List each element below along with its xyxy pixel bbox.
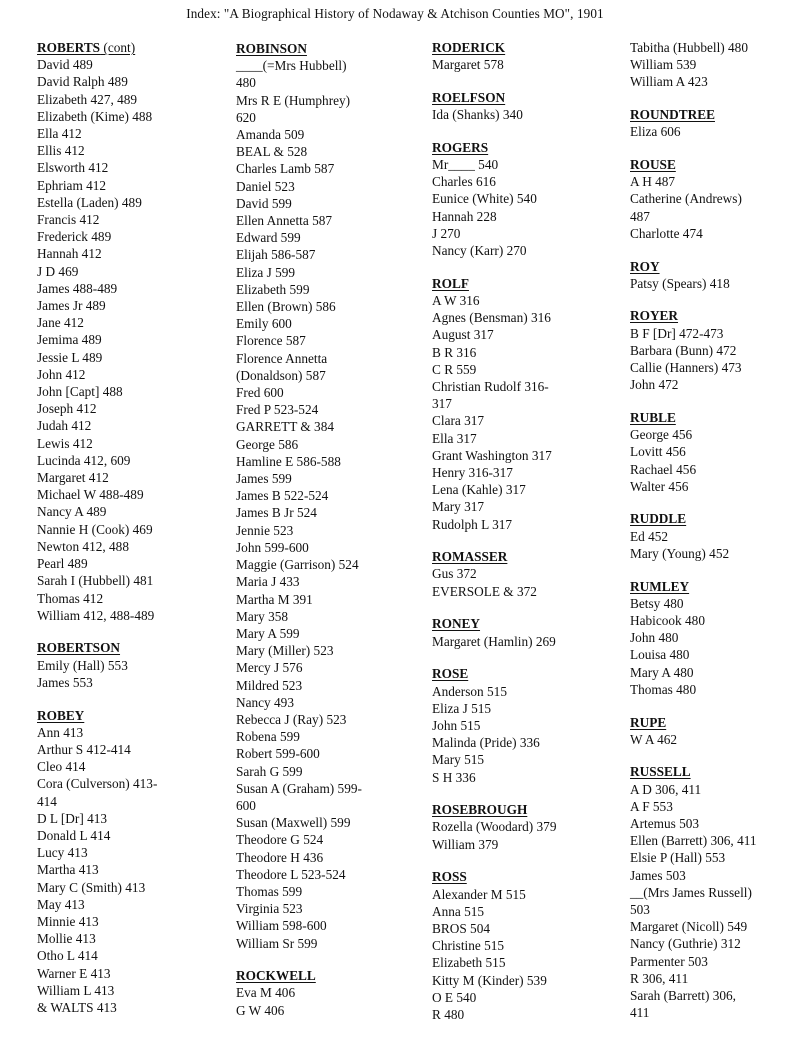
index-entry: Grant Washington 317 <box>432 447 552 463</box>
surname-section <box>432 89 617 123</box>
index-entry: John 472 <box>630 377 679 393</box>
index-entry: Agnes (Bensman) 316 <box>432 310 551 326</box>
index-entry: Robert 599-600 <box>236 746 320 762</box>
index-entry: Rachael 456 <box>630 461 697 477</box>
index-entry: Lovitt 456 <box>630 444 686 460</box>
surname-section <box>37 639 222 691</box>
index-entry: Elsworth 412 <box>37 160 109 176</box>
index-entry: Joseph 412 <box>37 401 97 417</box>
index-entry: Edward 599 <box>236 230 301 246</box>
index-entry: Hannah 228 <box>432 208 497 224</box>
surname-section <box>432 665 617 785</box>
index-entry: Catherine (Andrews) <box>630 191 742 207</box>
index-entry: Ella 317 <box>432 430 477 446</box>
index-entry: Ellen Annetta 587 <box>236 213 333 229</box>
surname-heading <box>236 967 421 984</box>
index-entry: Mary C (Smith) 413 <box>37 879 146 895</box>
index-entry: A F 553 <box>630 798 673 814</box>
index-entry: 503 <box>630 902 650 918</box>
index-entry: ____(=Mrs Hubbell) <box>236 58 347 74</box>
index-entry: Elizabeth 427, 489 <box>37 91 138 107</box>
index-entry: James B Jr 524 <box>236 505 317 521</box>
index-entry: Ida (Shanks) 340 <box>432 107 523 123</box>
surname-heading <box>630 106 788 123</box>
index-entry: James 503 <box>630 867 686 883</box>
index-entry: Charles 616 <box>432 174 496 190</box>
index-entry: Emily 600 <box>236 316 292 332</box>
index-entry: Eunice (White) 540 <box>432 191 537 207</box>
index-entry: Margaret (Hamlin) 269 <box>432 633 556 649</box>
surname-heading-text: ROSS <box>432 869 467 885</box>
surname-heading <box>236 40 421 57</box>
index-entry: George 456 <box>630 427 693 443</box>
surname-heading-text: RUDDLE <box>630 511 687 527</box>
surname-heading-text: RUSSELL <box>630 764 691 780</box>
index-entry: A W 316 <box>432 292 480 308</box>
surname-section <box>432 615 617 649</box>
index-entry: David 599 <box>236 195 292 211</box>
index-entry: Francis 412 <box>37 212 100 228</box>
index-entry: William 379 <box>432 836 499 852</box>
surname-heading <box>630 258 788 275</box>
index-entry: Kitty M (Kinder) 539 <box>432 972 547 988</box>
index-column-2 <box>236 39 421 1034</box>
surname-heading-text: ROLF <box>432 275 469 291</box>
index-entry: William 412, 488-489 <box>37 607 155 623</box>
index-entry: Nancy (Guthrie) 312 <box>630 936 741 952</box>
index-entry: Margaret 412 <box>37 470 109 486</box>
surname-section <box>630 409 788 495</box>
index-entry: O E 540 <box>432 989 477 1005</box>
index-entry: Mrs R E (Humphrey) <box>236 92 351 108</box>
index-entry: Parmenter 503 <box>630 953 708 969</box>
index-entry: A H 487 <box>630 174 676 190</box>
surname-section <box>432 868 617 1023</box>
index-entry: Jennie 523 <box>236 522 294 538</box>
index-entry: Sarah I (Hubbell) 481 <box>37 573 154 589</box>
index-entry: Theodore H 436 <box>236 849 324 865</box>
surname-heading-suffix: (cont) <box>100 40 136 55</box>
index-entry: Lena (Kahle) 317 <box>432 482 526 498</box>
index-entry: B F [Dr] 472-473 <box>630 325 724 341</box>
index-entry: BROS 504 <box>432 920 491 936</box>
surname-section <box>630 39 788 91</box>
index-entry: Anna 515 <box>432 903 485 919</box>
index-entry: James Jr 489 <box>37 298 106 314</box>
index-entry: John 412 <box>37 366 86 382</box>
surname-section <box>236 967 421 1019</box>
index-entry: Betsy 480 <box>630 595 684 611</box>
index-entry: Nancy (Karr) 270 <box>432 243 527 259</box>
index-entry: Theodore G 524 <box>236 832 324 848</box>
surname-section <box>432 275 617 533</box>
index-entry: J D 469 <box>37 263 79 279</box>
index-entry: Tabitha (Hubbell) 480 <box>630 40 748 55</box>
index-entry: Hamline E 586-588 <box>236 453 341 469</box>
index-entry: Habicook 480 <box>630 612 705 628</box>
index-entry: Thomas 480 <box>630 681 697 697</box>
index-entry: Henry 316-317 <box>432 464 513 480</box>
surname-heading <box>630 714 788 731</box>
index-entry: Amanda 509 <box>236 127 305 143</box>
surname-heading-text: ROYER <box>630 308 679 324</box>
index-entry: __(Mrs James Russell) <box>630 884 752 900</box>
index-entry: Sarah (Barrett) 306, <box>630 988 736 1004</box>
index-entry: Alexander M 515 <box>432 886 526 902</box>
index-entry: Nancy 493 <box>236 694 294 710</box>
surname-heading-text: RODERICK <box>432 40 506 55</box>
index-entry: Mercy J 576 <box>236 660 303 676</box>
index-entry: S H 336 <box>432 769 476 785</box>
index-entry: Nancy A 489 <box>37 504 107 520</box>
index-entry: Charles Lamb 587 <box>236 161 335 177</box>
surname-section <box>630 763 788 1021</box>
surname-section <box>432 139 617 259</box>
index-entry: James 488-489 <box>37 280 118 296</box>
index-entry: Callie (Hanners) 473 <box>630 360 742 376</box>
index-entry: Mary A 599 <box>236 625 300 641</box>
index-entry: William A 423 <box>630 74 708 90</box>
index-entry: Ella 412 <box>37 126 82 142</box>
index-entry: Barbara (Bunn) 472 <box>630 342 737 358</box>
surname-heading <box>432 801 617 818</box>
index-entry: Margaret 578 <box>432 57 504 73</box>
index-entry: J 270 <box>432 225 461 241</box>
index-entry: John 480 <box>630 630 679 646</box>
index-entry: Warner E 413 <box>37 965 111 981</box>
page-header: Index: "A Biographical History of Nodaway & Atchison Counties MO", 1901 <box>186 6 604 21</box>
surname-heading-text: ROUSE <box>630 157 676 173</box>
index-entry: 414 <box>37 793 57 809</box>
index-entry: 317 <box>432 396 452 412</box>
index-entry: Lewis 412 <box>37 435 93 451</box>
index-entry: Elsie P (Hall) 553 <box>630 850 726 866</box>
index-entry: Nannie H (Cook) 469 <box>37 521 153 537</box>
index-entry: William 598-600 <box>236 918 327 934</box>
index-entry: GARRETT & 384 <box>236 419 335 435</box>
index-entry: 487 <box>630 208 650 224</box>
index-entry: William Sr 599 <box>236 935 318 951</box>
index-entry: Florence Annetta <box>236 350 328 366</box>
index-entry: Donald L 414 <box>37 827 111 843</box>
index-entry: Cleo 414 <box>37 759 86 775</box>
surname-section <box>630 106 788 140</box>
index-entry: Susan A (Graham) 599- <box>236 780 362 796</box>
surname-heading-text: ROCKWELL <box>236 968 316 984</box>
index-entry: Cora (Culverson) 413- <box>37 776 158 792</box>
index-entry: William 539 <box>630 57 697 73</box>
index-entry: Ellis 412 <box>37 143 85 159</box>
surname-heading <box>630 578 788 595</box>
index-entry: Elizabeth 515 <box>432 955 506 971</box>
index-entry: Martha 413 <box>37 862 99 878</box>
surname-section <box>630 307 788 393</box>
index-entry: Fred 600 <box>236 385 284 401</box>
surname-heading <box>432 615 617 632</box>
index-entry: Maggie (Garrison) 524 <box>236 557 359 573</box>
index-entry: James B 522-524 <box>236 488 329 504</box>
index-entry: EVERSOLE & 372 <box>432 583 537 599</box>
index-entry: Ephriam 412 <box>37 177 107 193</box>
surname-heading <box>432 89 617 106</box>
index-entry: Anderson 515 <box>432 683 507 699</box>
index-entry: 600 <box>236 797 256 813</box>
index-entry: R 480 <box>432 1006 465 1022</box>
index-entry: 480 <box>236 75 256 91</box>
index-entry: Patsy (Spears) 418 <box>630 275 730 291</box>
index-column-3 <box>432 39 617 1039</box>
surname-heading-text: ROBERTSON <box>37 640 121 656</box>
index-entry: Mary 515 <box>432 752 485 768</box>
index-entry: Ed 452 <box>630 528 669 544</box>
index-entry: Michael W 488-489 <box>37 487 144 503</box>
index-entry: Thomas 412 <box>37 590 104 606</box>
index-entry: Hannah 412 <box>37 246 102 262</box>
index-entry: Charlotte 474 <box>630 225 703 241</box>
index-entry: John 599-600 <box>236 539 309 555</box>
index-entry: R 306, 411 <box>630 970 689 986</box>
surname-section <box>432 801 617 853</box>
index-entry: Arthur S 412-414 <box>37 741 131 757</box>
surname-heading <box>630 763 788 780</box>
index-entry: Fred P 523-524 <box>236 402 319 418</box>
surname-heading <box>432 139 617 156</box>
index-entry: Jane 412 <box>37 315 84 331</box>
index-entry: Eliza J 599 <box>236 264 296 280</box>
index-entry: Mr____ 540 <box>432 157 499 173</box>
index-entry: August 317 <box>432 327 494 343</box>
index-entry: Margaret (Nicoll) 549 <box>630 919 748 935</box>
index-entry: Otho L 414 <box>37 948 98 964</box>
index-column-4 <box>630 39 788 1037</box>
surname-heading <box>37 707 222 724</box>
index-entry: Judah 412 <box>37 418 92 434</box>
index-entry: Robena 599 <box>236 729 300 745</box>
surname-heading-text: ROBEY <box>37 707 85 723</box>
index-entry: George 586 <box>236 436 299 452</box>
index-entry: Pearl 489 <box>37 556 88 572</box>
surname-section <box>236 40 421 952</box>
index-entry: Newton 412, 488 <box>37 538 129 554</box>
surname-heading-text: ROBINSON <box>236 41 307 56</box>
index-entry: James 599 <box>236 471 292 487</box>
index-entry: BEAL & 528 <box>236 144 308 160</box>
index-entry: Martha M 391 <box>236 591 313 607</box>
surname-section <box>432 548 617 600</box>
index-entry: G W 406 <box>236 1002 285 1018</box>
index-entry: John 515 <box>432 717 481 733</box>
surname-heading-text: RUPE <box>630 714 667 730</box>
index-entry: Jessie L 489 <box>37 349 103 365</box>
index-entry: Malinda (Pride) 336 <box>432 735 540 751</box>
surname-heading <box>432 868 617 885</box>
surname-heading <box>432 275 617 292</box>
index-entry: Elizabeth (Kime) 488 <box>37 108 153 124</box>
surname-heading <box>630 409 788 426</box>
index-entry: Clara 317 <box>432 413 485 429</box>
index-entry: Lucy 413 <box>37 845 88 861</box>
index-entry: 411 <box>630 1005 650 1021</box>
index-entry: Rudolph L 317 <box>432 516 513 532</box>
index-entry: Eliza 606 <box>630 124 681 140</box>
index-entry: Theodore L 523-524 <box>236 866 346 882</box>
index-entry: Mary 317 <box>432 499 485 515</box>
surname-heading <box>630 156 788 173</box>
index-entry: William L 413 <box>37 982 115 998</box>
surname-heading-text: ROSEBROUGH <box>432 802 528 818</box>
surname-heading-text: ROSE <box>432 666 469 682</box>
index-entry: D L [Dr] 413 <box>37 810 108 826</box>
index-entry: A D 306, 411 <box>630 781 702 797</box>
index-entry: Thomas 599 <box>236 883 303 899</box>
surname-section <box>37 39 222 624</box>
index-entry: Artemus 503 <box>630 816 700 832</box>
index-entry: Susan (Maxwell) 599 <box>236 815 351 831</box>
index-entry: May 413 <box>37 896 85 912</box>
index-entry: James 553 <box>37 674 93 690</box>
index-entry: Christian Rudolf 316- <box>432 378 549 394</box>
index-entry: Ellen (Barrett) 306, 411 <box>630 833 757 849</box>
index-entry: Rebecca J (Ray) 523 <box>236 711 347 727</box>
index-entry: Gus 372 <box>432 566 477 582</box>
index-entry: Virginia 523 <box>236 901 303 917</box>
index-entry: Louisa 480 <box>630 647 690 663</box>
surname-heading <box>37 639 222 656</box>
index-entry: Mary (Young) 452 <box>630 545 730 561</box>
surname-section <box>630 510 788 562</box>
index-entry: Eva M 406 <box>236 985 296 1001</box>
index-entry: Ellen (Brown) 586 <box>236 299 336 315</box>
index-entry: W A 462 <box>630 731 678 747</box>
index-entry: (Donaldson) 587 <box>236 367 326 383</box>
index-entry: Estella (Laden) 489 <box>37 194 142 210</box>
surname-section <box>37 707 222 1017</box>
index-entry: Mary 358 <box>236 608 289 624</box>
surname-heading-text: RUMLEY <box>630 578 690 594</box>
index-column-1 <box>37 39 222 1032</box>
surname-heading-text: ROGERS <box>432 139 489 155</box>
surname-section <box>432 39 617 73</box>
surname-heading <box>432 39 617 56</box>
index-entry: Mary (Miller) 523 <box>236 643 334 659</box>
index-entry: B R 316 <box>432 344 477 360</box>
surname-heading <box>432 548 617 565</box>
index-entry: David Ralph 489 <box>37 74 128 90</box>
index-entry: Mollie 413 <box>37 931 96 947</box>
index-entry: Daniel 523 <box>236 178 295 194</box>
index-entry: Florence 587 <box>236 333 306 349</box>
surname-heading <box>432 665 617 682</box>
index-entry: Minnie 413 <box>37 913 99 929</box>
surname-heading-text: ROBERTS <box>37 40 101 55</box>
index-entry: Ann 413 <box>37 724 84 740</box>
index-entry: Elizabeth 599 <box>236 281 310 297</box>
surname-heading-text: RONEY <box>432 616 481 632</box>
index-entry: Maria J 433 <box>236 574 300 590</box>
index-entry: 620 <box>236 109 256 125</box>
index-entry: Jemima 489 <box>37 332 102 348</box>
index-entry: Frederick 489 <box>37 229 112 245</box>
index-entry: Mildred 523 <box>236 677 303 693</box>
index-entry: John [Capt] 488 <box>37 384 123 400</box>
index-entry: Eliza J 515 <box>432 700 492 716</box>
surname-section <box>630 156 788 242</box>
index-entry: Elijah 586-587 <box>236 247 316 263</box>
surname-section <box>630 578 788 698</box>
index-entry: David 489 <box>37 57 93 73</box>
index-entry: Rozella (Woodard) 379 <box>432 819 557 835</box>
index-entry: & WALTS 413 <box>37 999 117 1015</box>
surname-section <box>630 714 788 748</box>
index-entry: Emily (Hall) 553 <box>37 657 128 673</box>
surname-heading <box>630 510 788 527</box>
index-entry: Christine 515 <box>432 938 505 954</box>
index-entry: Sarah G 599 <box>236 763 303 779</box>
index-entry: C R 559 <box>432 361 477 377</box>
surname-section <box>630 258 788 292</box>
surname-heading-text: ROY <box>630 258 660 274</box>
surname-heading-text: ROMASSER <box>432 549 508 565</box>
surname-heading <box>630 307 788 324</box>
surname-heading-text: ROUNDTREE <box>630 107 715 123</box>
index-entry: Lucinda 412, 609 <box>37 452 131 468</box>
surname-heading <box>37 39 222 56</box>
index-entry: Walter 456 <box>630 478 689 494</box>
surname-heading-text: RUBLE <box>630 409 676 425</box>
surname-heading-text: ROELFSON <box>432 89 506 105</box>
index-entry: Mary A 480 <box>630 664 694 680</box>
